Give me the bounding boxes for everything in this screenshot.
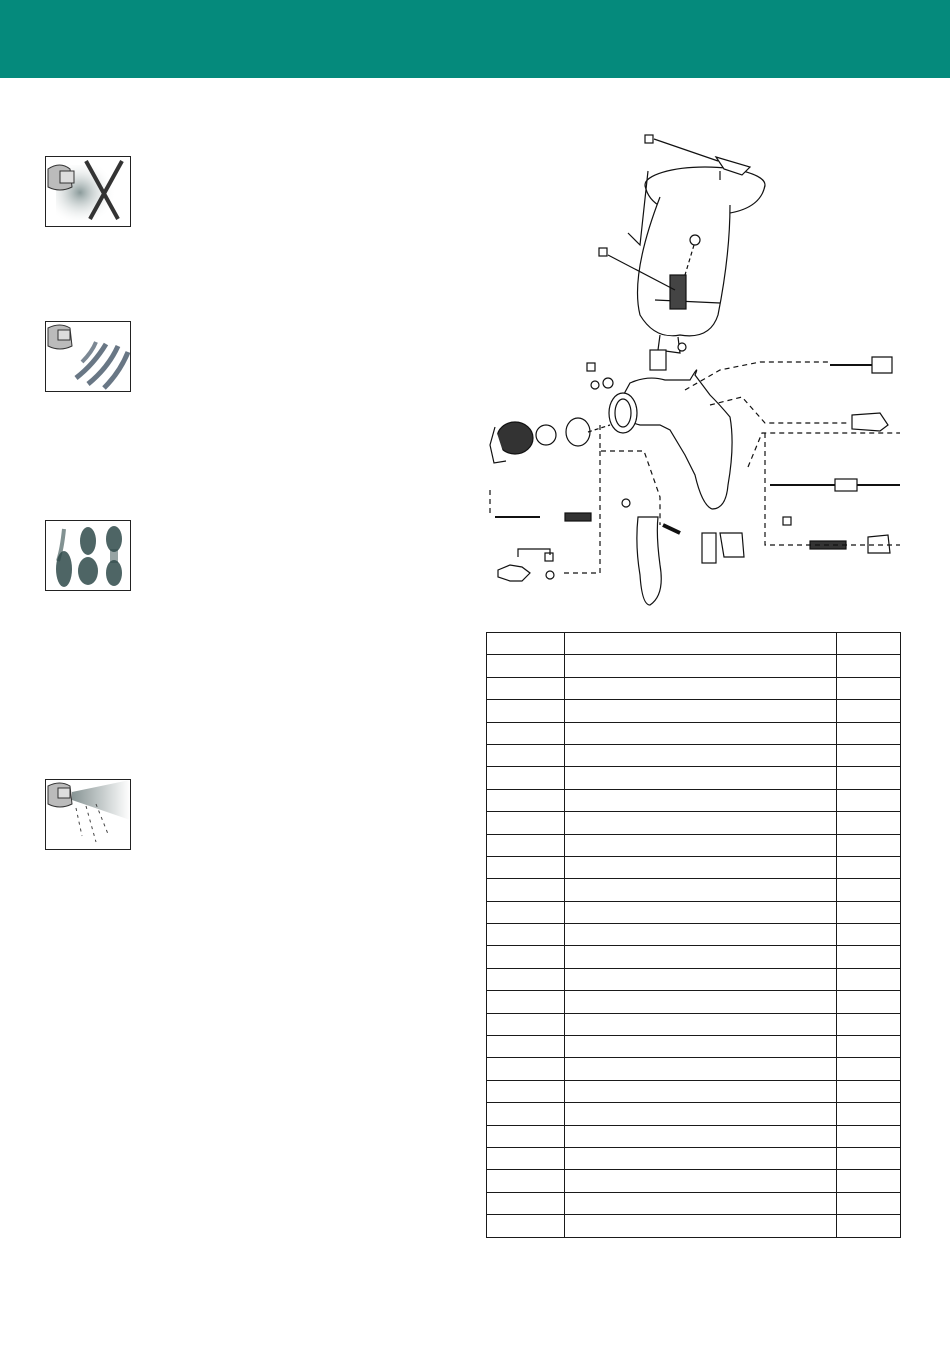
table-cell [487,812,565,834]
table-cell [565,1192,837,1214]
table-cell [487,700,565,722]
table-cell [487,1013,565,1035]
parts-list-table [486,632,901,1238]
table-cell [565,834,837,856]
table-cell [565,968,837,990]
table-cell [565,901,837,923]
table-cell [487,1036,565,1058]
table-cell [837,1080,901,1102]
table-row [487,901,901,923]
table-cell [487,968,565,990]
table-cell [487,633,565,655]
table-cell [837,991,901,1013]
table-cell [565,1103,837,1125]
table-cell [565,789,837,811]
table-row [487,655,901,677]
table-cell [837,633,901,655]
table-cell [487,789,565,811]
table-cell [837,901,901,923]
table-cell [487,879,565,901]
table-row [487,722,901,744]
table-row [487,677,901,699]
table-cell [565,1170,837,1192]
table-cell [565,924,837,946]
table-cell [565,812,837,834]
table-cell [837,744,901,766]
table-cell [837,1036,901,1058]
header-band [0,0,950,78]
table-row [487,1013,901,1035]
table-cell [837,1103,901,1125]
table-cell [565,767,837,789]
table-row [487,789,901,811]
table-cell [565,722,837,744]
table-cell [565,1058,837,1080]
table-row [487,767,901,789]
table-row [487,1170,901,1192]
table-cell [487,767,565,789]
table-row [487,1192,901,1214]
table-cell [487,722,565,744]
table-cell [837,879,901,901]
table-cell [837,700,901,722]
table-cell [837,834,901,856]
table-cell [837,1058,901,1080]
table-cell [487,1125,565,1147]
table-cell [837,968,901,990]
spray-gun-exploded-view [480,125,905,615]
table-row [487,856,901,878]
table-cell [487,1147,565,1169]
table-cell [565,1080,837,1102]
table-row [487,834,901,856]
uneven-spray-bands-icon [45,321,131,392]
table-row [487,968,901,990]
table-row [487,633,901,655]
table-cell [487,1058,565,1080]
table-cell [837,1192,901,1214]
table-cell [565,946,837,968]
spray-pattern-shapes-icon [45,520,131,591]
table-row [487,744,901,766]
table-cell [837,767,901,789]
table-cell [565,856,837,878]
table-row [487,1147,901,1169]
table-row [487,879,901,901]
table-cell [487,834,565,856]
table-cell [837,1013,901,1035]
table-cell [837,856,901,878]
table-cell [487,1080,565,1102]
table-cell [837,1170,901,1192]
table-row [487,1058,901,1080]
table-cell [565,879,837,901]
table-cell [565,1125,837,1147]
table-row [487,946,901,968]
table-cell [837,946,901,968]
table-cell [565,700,837,722]
table-cell [565,1215,837,1237]
table-row [487,924,901,946]
table-cell [487,901,565,923]
table-cell [487,1215,565,1237]
table-cell [565,1013,837,1035]
table-cell [565,1036,837,1058]
table-cell [565,655,837,677]
table-row [487,1103,901,1125]
table-cell [837,677,901,699]
table-row [487,1125,901,1147]
table-cell [837,1125,901,1147]
table-row [487,812,901,834]
table-cell [837,812,901,834]
table-row [487,1036,901,1058]
table-cell [487,1170,565,1192]
table-row [487,700,901,722]
table-cell [837,1147,901,1169]
table-cell [837,655,901,677]
table-cell [487,744,565,766]
table-cell [487,946,565,968]
table-row [487,991,901,1013]
crossed-spray-pattern-icon [45,156,131,227]
table-cell [487,1103,565,1125]
table-cell [565,633,837,655]
table-cell [565,744,837,766]
table-cell [565,991,837,1013]
table-cell [487,856,565,878]
table-cell [487,677,565,699]
table-cell [837,924,901,946]
table-cell [487,924,565,946]
table-cell [565,1147,837,1169]
table-row [487,1080,901,1102]
table-cell [837,789,901,811]
table-cell [487,655,565,677]
table-cell [487,991,565,1013]
table-cell [837,722,901,744]
table-row [487,1215,901,1237]
spitting-spray-icon [45,779,131,850]
table-cell [837,1215,901,1237]
table-cell [487,1192,565,1214]
table-cell [565,677,837,699]
